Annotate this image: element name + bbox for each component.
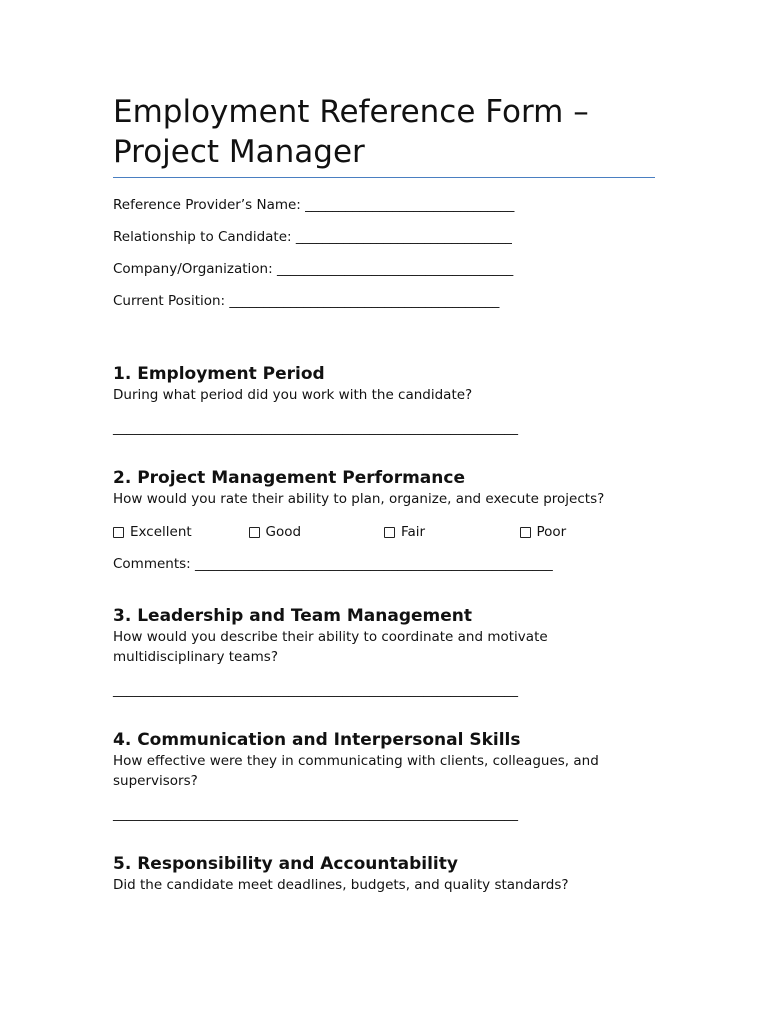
checkbox-icon[interactable] xyxy=(113,527,124,538)
comments-label: Comments: xyxy=(113,556,191,572)
section-title: 5. Responsibility and Accountability xyxy=(113,854,458,874)
field-label: Reference Provider’s Name: xyxy=(113,197,301,213)
section-question: How would you describe their ability to coordinate and motivate multidisciplinary teams? xyxy=(113,629,548,665)
field-label: Relationship to Candidate: xyxy=(113,229,292,245)
section-communication xyxy=(113,729,655,823)
option-fair[interactable] xyxy=(384,523,520,541)
section-project-management-performance xyxy=(113,467,655,573)
option-excellent[interactable] xyxy=(113,523,249,541)
field-label: Company/Organization: xyxy=(113,261,273,277)
field-blank: ________________________________________ xyxy=(229,293,500,309)
section-title: 4. Communication and Interpersonal Skills xyxy=(113,730,521,750)
section-question: During what period did you work with the candidate? xyxy=(113,387,473,403)
checkbox-icon[interactable] xyxy=(384,527,395,538)
option-label: Excellent xyxy=(130,524,192,540)
field-label: Current Position: xyxy=(113,293,226,309)
rating-options xyxy=(113,523,655,541)
field-blank: ________________________________ xyxy=(295,229,512,245)
section-title: 3. Leadership and Team Management xyxy=(113,606,473,626)
section-title: 2. Project Management Performance xyxy=(113,468,465,488)
answer-line[interactable]: ____________________________________________________________ xyxy=(113,682,518,698)
field-blank: _______________________________ xyxy=(305,197,515,213)
answer-line[interactable]: ____________________________________________________________ xyxy=(113,420,518,436)
option-label: Fair xyxy=(401,524,426,540)
checkbox-icon[interactable] xyxy=(520,527,531,538)
section-question: How effective were they in communicating with clients, colleagues, and supervisors? xyxy=(113,753,599,789)
field-current-position[interactable] xyxy=(113,292,655,324)
document-page xyxy=(113,92,655,895)
comments-field[interactable] xyxy=(113,555,655,573)
comments-blank: _____________________________________________________ xyxy=(195,556,553,572)
section-title: 1. Employment Period xyxy=(113,364,325,384)
option-good[interactable] xyxy=(249,523,385,541)
field-company[interactable] xyxy=(113,260,655,292)
field-relationship[interactable] xyxy=(113,228,655,260)
field-reference-name[interactable] xyxy=(113,196,655,228)
section-responsibility xyxy=(113,853,655,895)
section-leadership xyxy=(113,605,655,699)
answer-line[interactable]: ____________________________________________________________ xyxy=(113,806,518,822)
option-poor[interactable] xyxy=(520,523,656,541)
title-divider xyxy=(113,177,655,178)
checkbox-icon[interactable] xyxy=(249,527,260,538)
option-label: Good xyxy=(265,524,302,540)
page-title: Employment Reference Form – Project Manager xyxy=(113,94,589,170)
section-employment-period xyxy=(113,363,655,437)
section-question: How would you rate their ability to plan, organize, and execute projects? xyxy=(113,491,605,507)
option-label: Poor xyxy=(536,524,567,540)
field-blank: ___________________________________ xyxy=(276,261,514,277)
reference-fields xyxy=(113,196,655,324)
section-question: Did the candidate meet deadlines, budgets, and quality standards? xyxy=(113,877,569,893)
